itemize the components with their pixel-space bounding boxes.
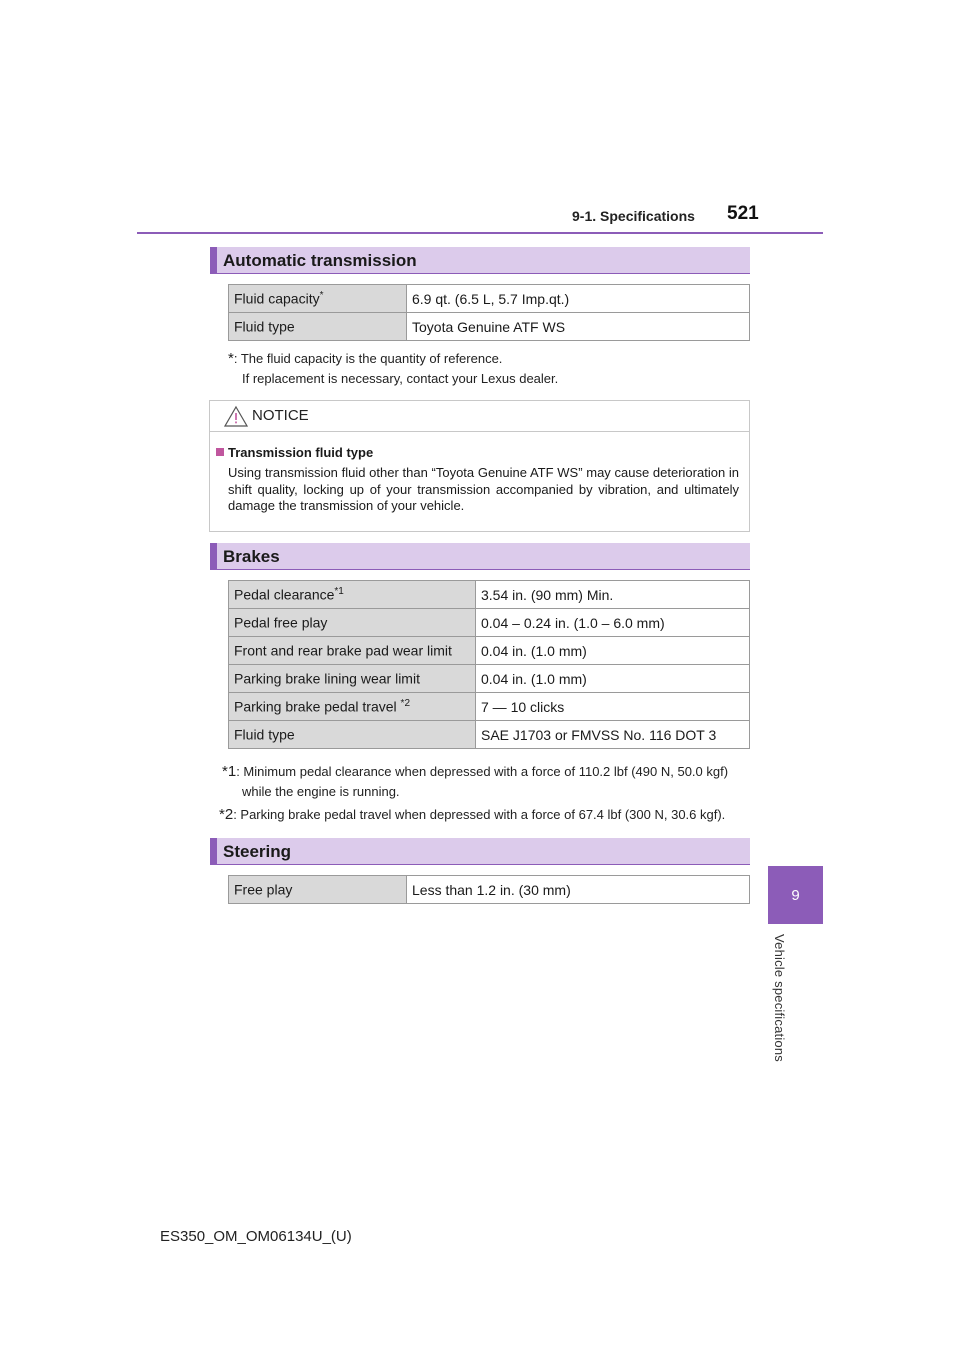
brakes-table [228, 580, 750, 749]
table-row [229, 637, 750, 665]
chapter-tab[interactable] [768, 866, 823, 924]
table-row [229, 721, 750, 749]
spec-label: Free play [229, 876, 407, 904]
spec-label: Parking brake lining wear limit [229, 665, 476, 693]
spec-label: Fluid type [229, 313, 407, 341]
section-heading: 9-1. Specifications [572, 208, 695, 224]
spec-label: Pedal clearance$^{*1}$ [229, 581, 476, 609]
steering-heading: Steering [210, 838, 750, 865]
spec-label: Fluid type [229, 721, 476, 749]
chapter-title: Vehicle specifications [772, 934, 787, 1062]
table-row [229, 876, 750, 904]
table-row [229, 609, 750, 637]
notice-header [210, 401, 749, 432]
document-code: ES350_OM_OM06134U_(U) [160, 1228, 352, 1245]
notice-subtitle: Transmission fluid type [216, 445, 373, 460]
spec-label: Parking brake pedal travel $^{*2}$ [229, 693, 476, 721]
table-row [229, 581, 750, 609]
spec-value: 6.9 qt. (6.5 L, 5.7 Imp.qt.) [407, 285, 750, 313]
table-row [229, 313, 750, 341]
spec-value: 0.04 – 0.24 in. (1.0 – 6.0 mm) [476, 609, 750, 637]
steering-table [228, 875, 750, 904]
spec-value: 3.54 in. (90 mm) Min. [476, 581, 750, 609]
automatic-transmission-heading: Automatic transmission [210, 247, 750, 274]
page-number: 521 [727, 203, 759, 224]
table-row [229, 693, 750, 721]
header-divider [137, 232, 823, 234]
footnote: *2: Parking brake pedal travel when depressed with a force of 67.4 lbf (300 N, 30.6 kgf). [219, 806, 726, 823]
spec-label: Fluid capacity* [229, 285, 407, 313]
automatic-transmission-table [228, 284, 750, 341]
notice-box [209, 400, 750, 532]
warning-triangle-icon [224, 405, 248, 427]
footnote: *1: Minimum pedal clearance when depressed with a force of 110.2 lbf (490 N, 50.0 kgf) while the engine is running. [222, 763, 729, 799]
chapter-number: 9 [791, 886, 800, 904]
notice-text: Using transmission fluid other than “Toyota Genuine ATF WS” may cause deterioration in shift quality, locking up of your transmission accompanied by vibration, and ultimately damage the transmission of your vehicle. [228, 465, 739, 513]
table-row [229, 665, 750, 693]
spec-value: 7 — 10 clicks [476, 693, 750, 721]
square-bullet-icon [216, 448, 224, 456]
notice-title: NOTICE [252, 407, 309, 424]
table-row [229, 285, 750, 313]
brakes-heading: Brakes [210, 543, 750, 570]
spec-value: SAE J1703 or FMVSS No. 116 DOT 3 [476, 721, 750, 749]
spec-label: Pedal free play [229, 609, 476, 637]
footnote: *: The fluid capacity is the quantity of reference. If replacement is necessary, contact your Lexus dealer. [228, 350, 559, 386]
spec-value: 0.04 in. (1.0 mm) [476, 665, 750, 693]
spec-value: Toyota Genuine ATF WS [407, 313, 750, 341]
spec-value: Less than 1.2 in. (30 mm) [407, 876, 750, 904]
spec-value: 0.04 in. (1.0 mm) [476, 637, 750, 665]
spec-label: Front and rear brake pad wear limit [229, 637, 476, 665]
